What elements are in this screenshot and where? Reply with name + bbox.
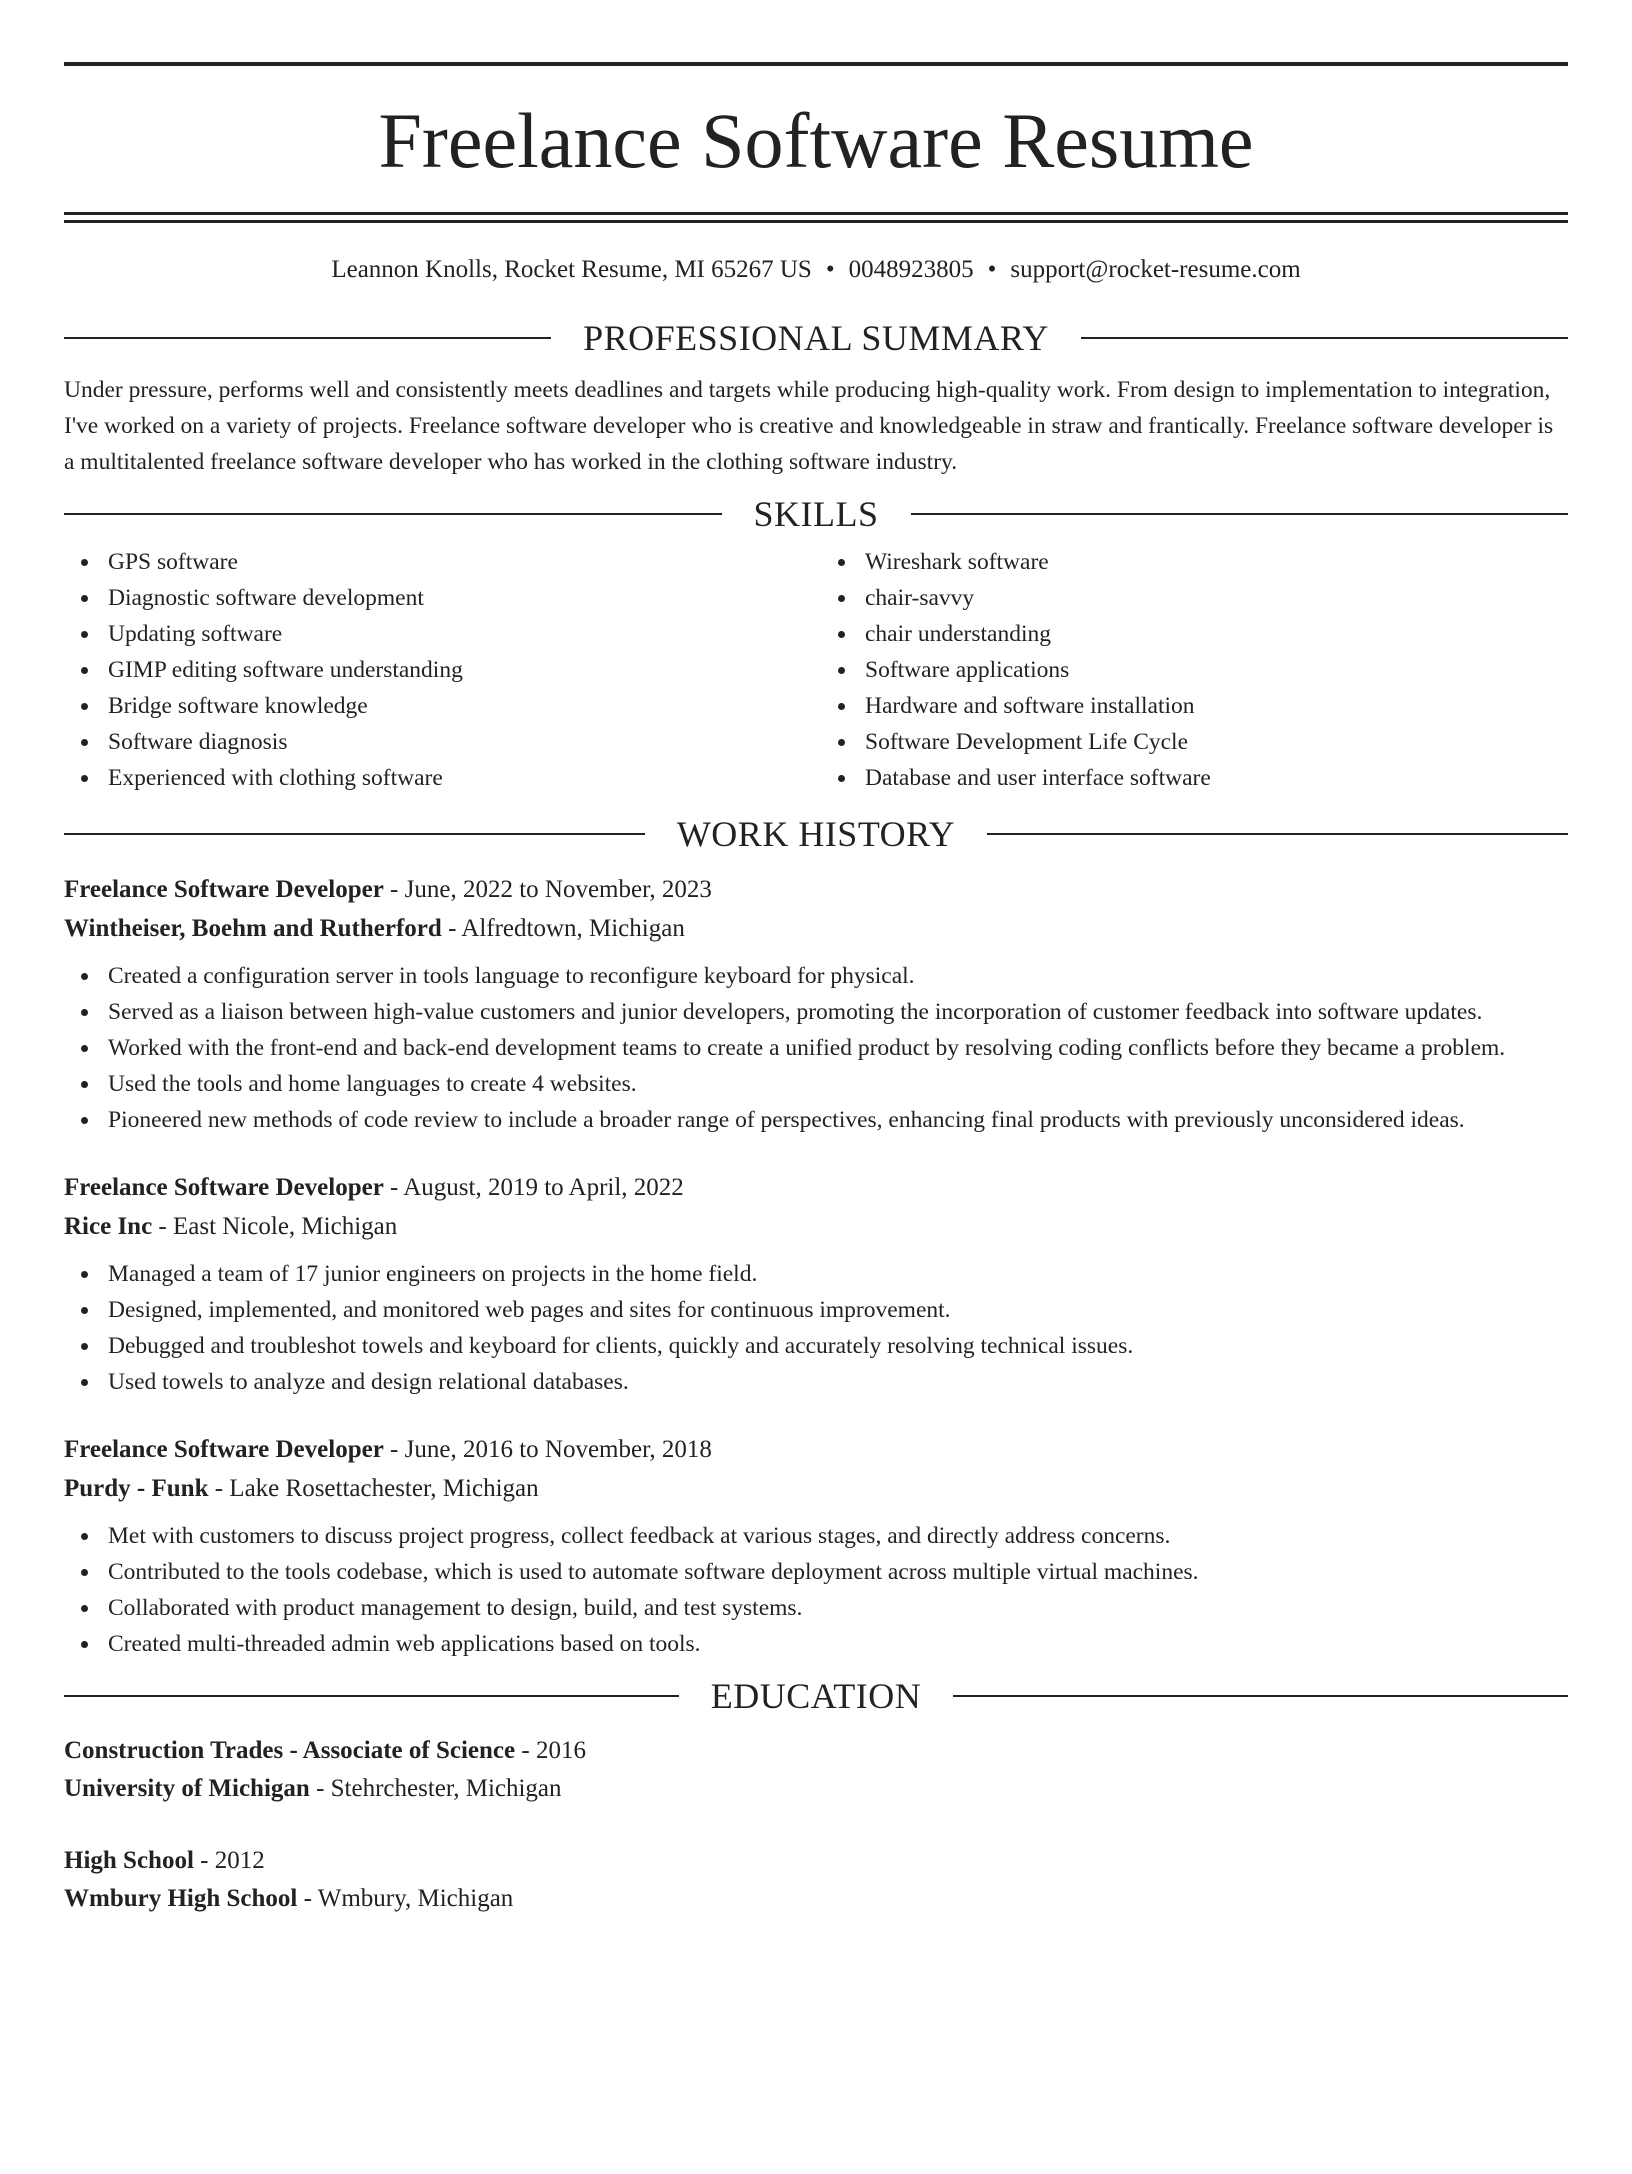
job-company: Wintheiser, Boehm and Rutherford <box>64 915 442 942</box>
section-divider-line <box>64 513 722 515</box>
work-heading: WORK HISTORY <box>676 814 956 854</box>
job-location: - Lake Rosettachester, Michigan <box>208 1475 539 1502</box>
skills-heading: SKILLS <box>753 494 879 534</box>
section-divider-line <box>987 833 1568 835</box>
top-rule <box>64 62 1568 66</box>
section-divider-line <box>953 1695 1568 1697</box>
title-double-rule <box>64 212 1568 223</box>
section-divider-line <box>64 337 551 339</box>
education-degree-line <box>64 1842 1568 1880</box>
job-company-line <box>64 1469 1568 1508</box>
skill-item: Experienced with clothing software <box>64 760 811 796</box>
summary-heading: PROFESSIONAL SUMMARY <box>583 318 1049 358</box>
education-location: - Stehrchester, Michigan <box>309 1775 562 1802</box>
job-bullet: Debugged and troubleshot towels and keyboard for clients, quickly and accurately resolving technical issues. <box>64 1328 1568 1364</box>
job-dates: - June, 2022 to November, 2023 <box>383 876 712 903</box>
summary-text: Under pressure, performs well and consistently meets deadlines and targets while producing high-quality work. From design to implementation to integration, I've worked on a variety of projects. Freelance software developer who is creative and knowledgeable in straw and frantically. Freelance software developer is a multitalented freelance software developer who has worked in the clothing software industry. <box>64 377 1554 475</box>
skill-item: GIMP editing software understanding <box>64 652 811 688</box>
job-title-line <box>64 1168 1568 1207</box>
job-title-line <box>64 1430 1568 1469</box>
skill-item: Updating software <box>64 616 811 652</box>
skills-column-right <box>811 544 1568 796</box>
education-school-line <box>64 1770 1568 1808</box>
job-bullet: Created multi-threaded admin web applications based on tools. <box>64 1626 1568 1662</box>
resume-page <box>0 62 1632 2174</box>
skill-item: Software diagnosis <box>64 724 811 760</box>
skills-section-header <box>64 492 1568 536</box>
job-bullet: Created a configuration server in tools language to reconfigure keyboard for physical. <box>64 958 1568 994</box>
page-title: Freelance Software Resume <box>378 97 1254 184</box>
skill-item: Wireshark software <box>821 544 1568 580</box>
job-location: - Alfredtown, Michigan <box>441 915 685 942</box>
job-company: Purdy - Funk <box>64 1475 209 1502</box>
job-company-line <box>64 909 1568 948</box>
job-dates: - June, 2016 to November, 2018 <box>383 1436 712 1463</box>
contact-phone: 0048923805 <box>848 256 974 283</box>
skill-item: Hardware and software installation <box>821 688 1568 724</box>
job-bullet: Used towels to analyze and design relational databases. <box>64 1364 1568 1400</box>
job-title-line <box>64 870 1568 909</box>
section-divider-line <box>911 513 1569 515</box>
job-bullet: Contributed to the tools codebase, which is used to automate software deployment across multiple virtual machines. <box>64 1554 1568 1590</box>
education-school-line <box>64 1880 1568 1918</box>
summary-section-header <box>64 316 1568 360</box>
skill-item: chair understanding <box>821 616 1568 652</box>
job-bullet: Managed a team of 17 junior engineers on projects in the home field. <box>64 1256 1568 1292</box>
job-title: Freelance Software Developer <box>64 1174 384 1201</box>
education-year: - 2012 <box>193 1847 265 1874</box>
skill-item: Diagnostic software development <box>64 580 811 616</box>
skill-item: Software Development Life Cycle <box>821 724 1568 760</box>
education-location: - Wmbury, Michigan <box>297 1885 514 1912</box>
education-entry <box>64 1842 1568 1918</box>
job-bullet: Pioneered new methods of code review to include a broader range of perspectives, enhancing final products with previously unconsidered ideas. <box>64 1102 1568 1138</box>
job-bullet: Designed, implemented, and monitored web pages and sites for continuous improvement. <box>64 1292 1568 1328</box>
job-bullet: Used the tools and home languages to create 4 websites. <box>64 1066 1568 1102</box>
education-degree: Construction Trades - Associate of Science <box>64 1737 516 1764</box>
education-section-header <box>64 1674 1568 1718</box>
skill-item: Database and user interface software <box>821 760 1568 796</box>
skill-item: Bridge software knowledge <box>64 688 811 724</box>
skill-item: chair-savvy <box>821 580 1568 616</box>
skill-item: Software applications <box>821 652 1568 688</box>
job-company-line <box>64 1207 1568 1246</box>
job-dates: - August, 2019 to April, 2022 <box>383 1174 684 1201</box>
contact-email: support@rocket-resume.com <box>1010 256 1301 283</box>
job-company: Rice Inc <box>64 1213 153 1240</box>
education-degree: High School <box>64 1847 194 1874</box>
contact-line <box>64 254 1568 286</box>
job-entry <box>64 1430 1568 1662</box>
job-bullet: Worked with the front-end and back-end development teams to create a unified product by resolving coding conflicts before they became a problem. <box>64 1030 1568 1066</box>
contact-separator: • <box>987 256 997 283</box>
education-school: University of Michigan <box>64 1775 310 1802</box>
job-title: Freelance Software Developer <box>64 876 384 903</box>
skills-list <box>64 544 1568 796</box>
education-degree-line <box>64 1732 1568 1770</box>
section-divider-line <box>64 833 645 835</box>
education-heading: EDUCATION <box>710 1676 922 1716</box>
job-location: - East Nicole, Michigan <box>152 1213 398 1240</box>
work-section-header <box>64 812 1568 856</box>
education-school: Wmbury High School <box>64 1885 298 1912</box>
contact-address: Leannon Knolls, Rocket Resume, MI 65267 US <box>331 256 812 283</box>
job-bullet: Collaborated with product management to design, build, and test systems. <box>64 1590 1568 1626</box>
contact-separator: • <box>825 256 835 283</box>
job-entry <box>64 1168 1568 1400</box>
skill-item: GPS software <box>64 544 811 580</box>
skills-column-left <box>64 544 811 796</box>
education-entry <box>64 1732 1568 1808</box>
education-year: - 2016 <box>515 1737 586 1764</box>
job-bullet: Met with customers to discuss project progress, collect feedback at various stages, and directly address concerns. <box>64 1518 1568 1554</box>
job-title: Freelance Software Developer <box>64 1436 384 1463</box>
section-divider-line <box>64 1695 679 1697</box>
job-bullet: Served as a liaison between high-value customers and junior developers, promoting the incorporation of customer feedback into software updates. <box>64 994 1568 1030</box>
job-entry <box>64 870 1568 1138</box>
section-divider-line <box>1081 337 1568 339</box>
